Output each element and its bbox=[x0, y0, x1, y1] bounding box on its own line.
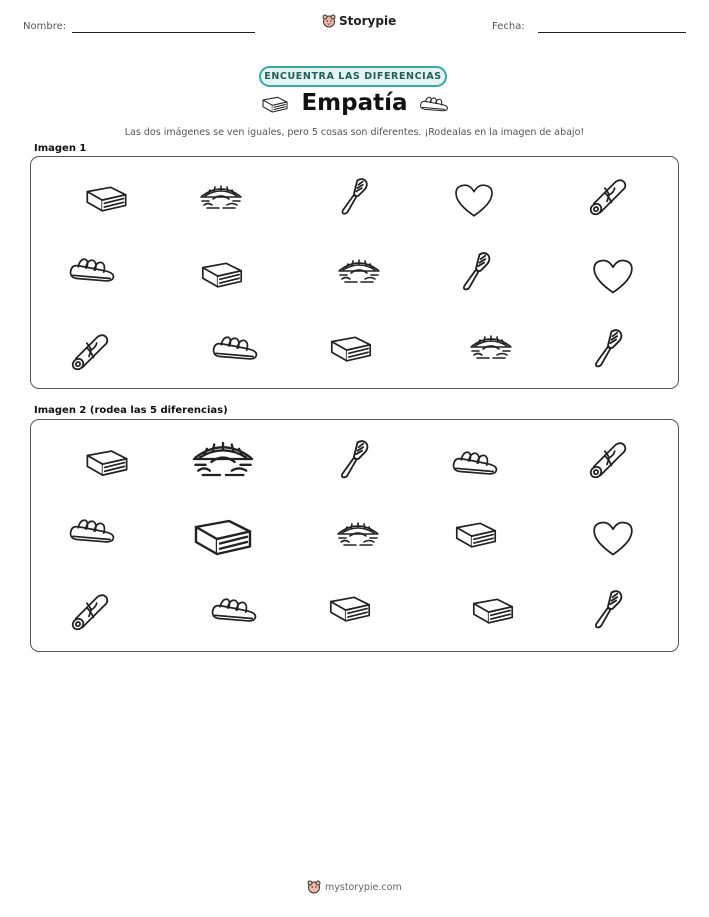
bridge-icon bbox=[467, 332, 515, 366]
storypie-mascot-icon bbox=[307, 880, 321, 894]
sandal-icon bbox=[67, 515, 117, 551]
brand-name: Storypie bbox=[339, 14, 397, 28]
scroll-icon bbox=[66, 590, 112, 638]
sandal-icon bbox=[209, 594, 259, 630]
chisel-icon bbox=[333, 438, 375, 488]
image2-label: Imagen 2 (rodea las 5 diferencias) bbox=[34, 405, 228, 416]
instructions: Las dos imágenes se ven iguales, pero 5 cosas son diferentes. ¡Rodealas en la imagen de abajo! bbox=[124, 127, 585, 138]
page-title: Empatía bbox=[301, 90, 408, 116]
book-icon bbox=[452, 518, 500, 554]
sandal-icon bbox=[210, 332, 260, 368]
image1-label: Imagen 1 bbox=[34, 143, 87, 154]
bridge-icon bbox=[198, 182, 244, 216]
storypie-logo bbox=[322, 14, 396, 28]
book-icon bbox=[198, 258, 246, 294]
name-line[interactable] bbox=[72, 32, 255, 33]
bridge-icon bbox=[191, 434, 255, 488]
book-icon bbox=[327, 332, 375, 368]
heart-icon bbox=[453, 181, 495, 223]
scroll-icon bbox=[66, 330, 112, 378]
heart-icon bbox=[591, 518, 635, 562]
scroll-icon bbox=[584, 175, 630, 223]
footer-url[interactable]: mystorypie.com bbox=[325, 881, 402, 893]
footer bbox=[307, 880, 402, 894]
book-icon bbox=[83, 445, 131, 483]
chisel-icon bbox=[333, 176, 375, 224]
heart-icon bbox=[591, 256, 635, 300]
activity-badge: ENCUENTRA LAS DIFERENCIAS bbox=[259, 66, 447, 87]
storypie-mascot-icon bbox=[322, 14, 336, 28]
sandal-icon bbox=[450, 447, 500, 483]
bridge-icon bbox=[335, 256, 383, 290]
chisel-icon bbox=[587, 588, 629, 638]
date-label: Fecha: bbox=[492, 21, 525, 32]
name-label: Nombre: bbox=[23, 21, 67, 32]
book-icon bbox=[83, 182, 130, 218]
date-line[interactable] bbox=[538, 32, 686, 33]
chisel-icon bbox=[453, 250, 499, 300]
sandal-icon bbox=[418, 94, 450, 118]
sandal-icon bbox=[67, 254, 117, 290]
scroll-icon bbox=[584, 438, 630, 486]
book-icon bbox=[326, 592, 374, 628]
chisel-icon bbox=[587, 327, 629, 377]
book-icon bbox=[469, 594, 517, 630]
book-icon bbox=[190, 513, 256, 563]
bridge-icon bbox=[334, 519, 382, 553]
